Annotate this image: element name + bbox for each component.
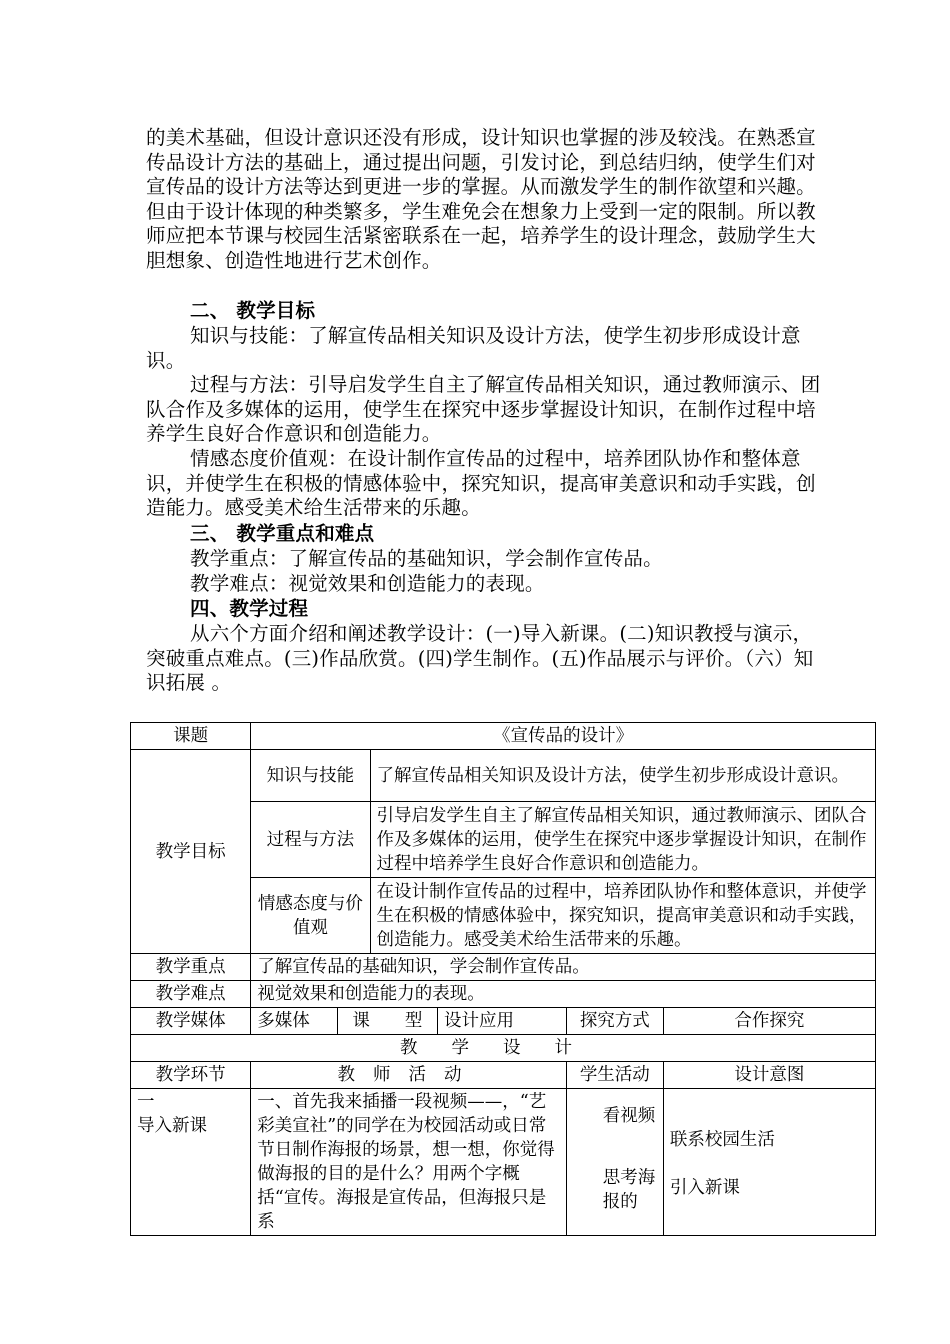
goal-emotion-text: 在设计制作宣传品的过程中，培养团队协作和整体意识，并使学生在积极的情感体验中，探究知识，提高审美意识和动手实践，创造能力。感受美术给生活带来的乐趣。 [370, 878, 875, 954]
col-intent: 设计意图 [663, 1062, 875, 1089]
media-label: 教学媒体 [131, 1008, 251, 1035]
goal-emotion-label: 情感态度与价值观 [251, 878, 370, 954]
row1-stage-name: 导入新课 [137, 1116, 207, 1136]
difficulty-text: 视觉效果和创造能力的表现。 [251, 981, 876, 1008]
key-label: 教学重点 [131, 954, 251, 981]
goals-label: 教学目标 [131, 750, 251, 954]
type-value: 设计应用 [438, 1008, 567, 1035]
type-label: 课 型 [337, 1008, 437, 1035]
row1-intent-b: 引入新课 [669, 1178, 740, 1198]
goal-knowledge-text: 了解宣传品相关知识及设计方法，使学生初步形成设计意识。 [370, 750, 875, 802]
section3-key: 教学重点：了解宣传品的基础知识，学会制作宣传品。 [190, 547, 663, 570]
section3-heading: 三、 教学重点和难点 [190, 522, 375, 545]
section3-difficulty: 教学难点：视觉效果和创造能力的表现。 [190, 572, 545, 595]
topic-value: 《宣传品的设计》 [251, 723, 876, 750]
row1-intent-a: 联系校园生活 [669, 1130, 775, 1150]
topic-label: 课题 [131, 723, 251, 750]
media-value: 多媒体 [251, 1008, 338, 1035]
goal-knowledge-label: 知识与技能 [251, 750, 370, 802]
goal-process-text: 引导启发学生自主了解宣传品相关知识，通过教师演示、团队合作及多媒体的运用，使学生在探究中逐步掌握设计知识，在制作过程中培养学生良好合作意识和创造能力。 [370, 802, 875, 878]
row1-intent [663, 1089, 875, 1236]
row1-student-a: 看视频 [602, 1106, 656, 1126]
section2-knowledge: 知识与技能：了解宣传品相关知识及设计方法，使学生初步形成设计意识。 [146, 324, 801, 372]
design-header: 教学设计 [131, 1035, 876, 1062]
col-student: 学生活动 [566, 1062, 663, 1089]
goal-process-label: 过程与方法 [251, 802, 370, 878]
row1-student-b: 思考海报的 [602, 1168, 656, 1212]
row1-teacher: 一、首先我来插播一段视频——，“艺彩美宣社”的同学在为校园活动或日常节日制作海报的场景，想一想，你觉得做海报的目的是什么？用两个字概括“宣传。海报是宣传品，但海报只是系 [251, 1089, 566, 1236]
row1-student [566, 1089, 663, 1236]
method-label: 探究方式 [566, 1008, 663, 1035]
lesson-plan-table [130, 722, 876, 1236]
col-teacher: 教师活动 [251, 1062, 566, 1089]
difficulty-label: 教学难点 [131, 981, 251, 1008]
section2-emotion: 情感态度价值观：在设计制作宣传品的过程中，培养团队协作和整体意识，并使学生在积极的情感体验中，探究知识，提高审美意识和动手实践，创造能力。感受美术给生活带来的乐趣。 [146, 447, 816, 519]
section2-heading: 二、 教学目标 [190, 299, 316, 322]
intro-paragraph: 的美术基础，但设计意识还没有形成，设计知识也掌握的涉及较浅。在熟悉宣传品设计方法的基础上，通过提出问题，引发讨论，到总结归纳，使学生们对宣传品的设计方法等达到更进一步的掌握。从而激发学生的制作欲望和兴趣。但由于设计体现的种类繁多，学生难免会在想象力上受到一定的限制。所以教师应把本节课与校园生活紧密联系在一起，培养学生的设计理念，鼓励学生大胆想象、创造性地进行艺术创作。 [146, 126, 816, 272]
section4-text: 从六个方面介绍和阐述教学设计：(一)导入新课。(二)知识教授与演示，突破重点难点。(三)作品欣赏。(四)学生制作。(五)作品展示与评价。（六）知识拓展 。 [146, 622, 814, 694]
section4-heading: 四、教学过程 [190, 597, 309, 620]
key-text: 了解宣传品的基础知识，学会制作宣传品。 [251, 954, 876, 981]
row1-stage [131, 1089, 251, 1236]
method-value: 合作探究 [663, 1008, 875, 1035]
row1-stage-num: 一 [137, 1092, 155, 1112]
section2-process: 过程与方法：引导启发学生自主了解宣传品相关知识，通过教师演示、团队合作及多媒体的运用，使学生在探究中逐步掌握设计知识，在制作过程中培养学生良好合作意识和创造能力。 [146, 373, 821, 445]
col-stage: 教学环节 [131, 1062, 251, 1089]
